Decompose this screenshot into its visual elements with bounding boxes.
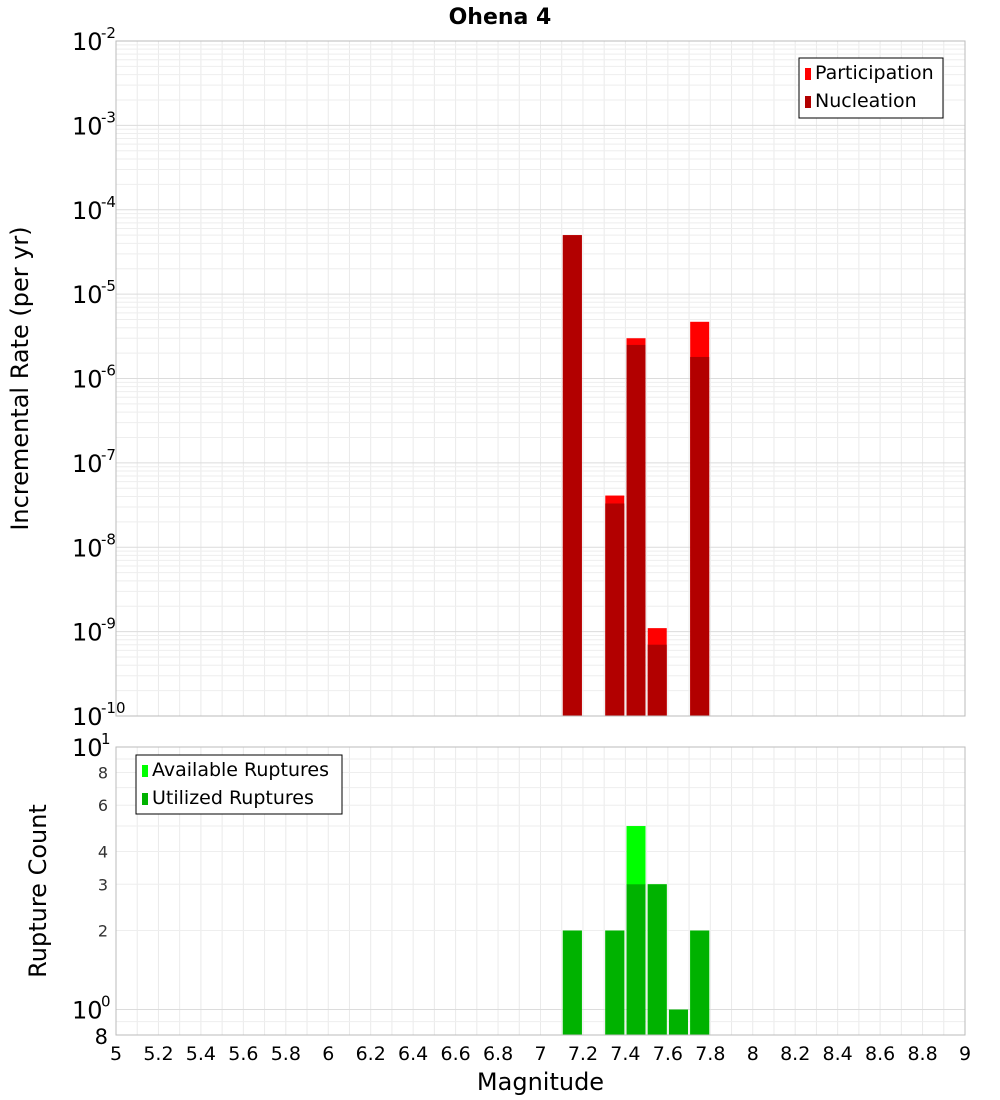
y-tick-label: 10 — [72, 112, 103, 141]
bottom-y-axis-label: Rupture Count — [24, 804, 52, 978]
legend-label: Participation — [815, 62, 934, 84]
bar-utilized-ruptures — [669, 1010, 688, 1035]
y-tick-exponent: 0 — [101, 992, 111, 1011]
y-tick-exponent: -8 — [101, 530, 116, 549]
x-tick-label: 8.4 — [822, 1043, 853, 1065]
x-tick-label: 8.8 — [907, 1043, 938, 1065]
y-tick-exponent: -4 — [101, 192, 116, 211]
y-minor-tick-label: 2 — [97, 921, 108, 941]
x-tick-label: 8.6 — [864, 1043, 896, 1065]
legend-swatch — [142, 765, 148, 777]
x-tick-label: 8.2 — [780, 1043, 811, 1065]
x-tick-label: 7.8 — [695, 1043, 726, 1065]
bar-utilized-ruptures — [627, 884, 646, 1035]
x-tick-label: 8 — [746, 1043, 759, 1065]
x-tick-label: 7.4 — [610, 1043, 641, 1065]
y-tick-label: 10 — [72, 734, 103, 762]
bar-utilized-ruptures — [690, 931, 709, 1035]
y-tick-label: 10 — [72, 996, 103, 1025]
x-tick-label: 6.2 — [355, 1043, 386, 1065]
x-tick-label: 5.2 — [143, 1043, 174, 1065]
y-tick-exponent: -3 — [101, 108, 116, 127]
top-y-axis-ticks — [72, 24, 126, 731]
x-axis-ticks — [110, 1043, 971, 1065]
bar-nucleation — [648, 645, 667, 716]
x-tick-label: 5 — [109, 1043, 123, 1065]
x-tick-label: 6.8 — [482, 1043, 514, 1065]
y-minor-tick-label: 4 — [97, 842, 108, 862]
y-tick-label: 10 — [72, 703, 103, 731]
y-tick-label: 10 — [72, 28, 103, 56]
y-tick-exponent: -9 — [101, 614, 116, 633]
x-tick-label: 6.4 — [398, 1043, 429, 1065]
y-tick-exponent: 1 — [101, 730, 111, 748]
x-tick-label: 5.4 — [185, 1043, 217, 1065]
top-y-axis-label: Incremental Rate (per yr) — [6, 226, 34, 531]
x-tick-label: 6.6 — [440, 1043, 471, 1065]
bar-nucleation — [605, 504, 624, 716]
x-tick-label: 7.2 — [567, 1043, 599, 1065]
y-tick-exponent: -2 — [101, 24, 116, 42]
y-tick-exponent: -5 — [101, 277, 116, 296]
legend-swatch — [142, 793, 148, 805]
x-tick-label: 6 — [322, 1043, 335, 1065]
y-tick-label: 10 — [72, 534, 103, 563]
bar-utilized-ruptures — [563, 931, 582, 1035]
legend-swatch — [805, 68, 811, 80]
y-minor-tick-label: 3 — [97, 875, 108, 895]
y-tick-label: 10 — [72, 449, 103, 478]
y-tick-exponent: -6 — [101, 361, 116, 380]
y-tick-label: 8 — [94, 1025, 108, 1049]
bar-nucleation — [563, 235, 582, 716]
legend-label: Available Ruptures — [152, 759, 329, 781]
x-tick-label: 9 — [958, 1043, 972, 1065]
bottom-legend — [136, 755, 342, 814]
y-tick-exponent: -7 — [101, 445, 116, 464]
y-minor-tick-label: 8 — [97, 763, 108, 783]
y-tick-label: 10 — [72, 281, 103, 310]
top-plot-grid — [116, 41, 965, 716]
x-tick-label: 5.6 — [228, 1043, 259, 1065]
y-tick-exponent: -10 — [101, 699, 126, 717]
bottom-y-axis-ticks — [72, 730, 111, 1049]
chart-title: Ohena 4 — [448, 5, 552, 30]
legend-label: Nucleation — [815, 90, 917, 112]
x-axis-label: Magnitude — [476, 1068, 605, 1096]
bar-nucleation — [690, 357, 709, 716]
top-legend — [799, 58, 943, 118]
x-tick-label: 5.8 — [270, 1043, 301, 1065]
bar-utilized-ruptures — [605, 931, 624, 1035]
legend-label: Utilized Ruptures — [152, 787, 314, 809]
bar-nucleation — [627, 345, 646, 716]
y-tick-label: 10 — [72, 365, 103, 394]
y-minor-tick-label: 6 — [97, 796, 108, 816]
bar-utilized-ruptures — [648, 884, 667, 1035]
x-tick-label: 7.6 — [652, 1043, 683, 1065]
y-tick-label: 10 — [72, 618, 103, 647]
legend-swatch — [805, 96, 811, 108]
y-tick-label: 10 — [72, 196, 103, 225]
x-tick-label: 7 — [534, 1043, 547, 1065]
